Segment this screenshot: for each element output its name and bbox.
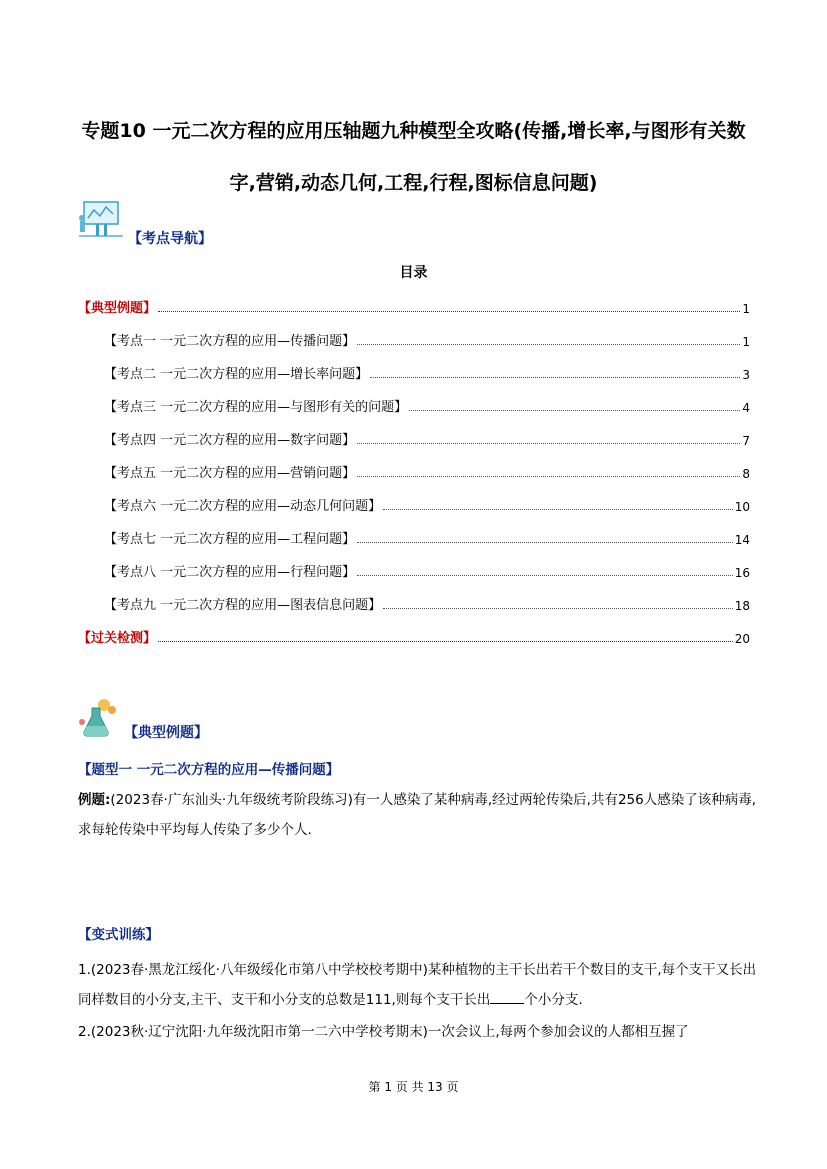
page-footer: 第 1 页 共 13 页 [368, 1080, 459, 1094]
question-1-tail: 个小分支. [524, 992, 583, 1008]
toc-entry[interactable] [104, 362, 750, 382]
answer-blank[interactable] [490, 989, 524, 1004]
toc-entry[interactable] [104, 395, 750, 415]
toc-entry[interactable] [104, 461, 750, 481]
title-line-1: 专题10 一元二次方程的应用压轴题九种模型全攻略(传播,增长率,与图形有关数 [81, 120, 746, 142]
toc-leader-dots [383, 607, 733, 609]
toc-page-number: 1 [742, 302, 750, 316]
question-1 [78, 955, 768, 1015]
toc-leader-dots [357, 343, 740, 345]
toc-page-number: 18 [734, 599, 750, 613]
toc-leader-dots [357, 541, 733, 543]
toc-title: 目录 [399, 265, 428, 281]
toc-leader-dots [409, 409, 740, 411]
toc-entry-label: 【过关检测】 [78, 631, 157, 646]
toc-leader-dots [158, 640, 733, 642]
toc-page-number: 3 [742, 368, 750, 382]
document-title [60, 105, 767, 209]
question-2: 2.(2023秋·辽宁沈阳·九年级沈阳市第一二六中学校考期末)一次会议上,每两个参加会议的人都相互握了 [78, 1024, 689, 1040]
toc-page-number: 1 [742, 335, 750, 349]
toc-page-number: 16 [734, 566, 750, 580]
toc-leader-dots [357, 442, 740, 444]
teacher-board-icon [78, 198, 124, 240]
toc-leader-dots [370, 376, 740, 378]
flask-icon [76, 696, 122, 740]
toc-entry-label: 【典型例题】 [78, 301, 157, 316]
toc-entry-label: 【考点一 一元二次方程的应用—传播问题】 [104, 334, 356, 349]
toc-entry-label: 【考点七 一元二次方程的应用—工程问题】 [104, 532, 356, 547]
toc-entry-label: 【考点五 一元二次方程的应用—营销问题】 [104, 466, 356, 481]
type-heading: 【题型一 一元二次方程的应用—传播问题】 [78, 762, 340, 778]
toc-entry-label: 【考点六 一元二次方程的应用—动态几何问题】 [104, 499, 382, 514]
section-heading: 【典型例题】 [124, 725, 208, 741]
toc-page-number: 7 [742, 434, 750, 448]
toc-entry-label: 【考点三 一元二次方程的应用—与图形有关的问题】 [104, 400, 408, 415]
title-line-2: 字,营销,动态几何,工程,行程,图标信息问题) [229, 172, 598, 194]
example-label: 例题: [78, 792, 111, 808]
toc-entry[interactable] [104, 593, 750, 613]
practice-heading: 【变式训练】 [78, 927, 159, 943]
example-paragraph [78, 785, 768, 845]
toc-entry[interactable] [78, 296, 750, 316]
toc-entry-label: 【考点四 一元二次方程的应用—数字问题】 [104, 433, 356, 448]
toc-entry[interactable] [78, 626, 750, 646]
toc-leader-dots [357, 574, 733, 576]
toc-entry-label: 【考点八 一元二次方程的应用—行程问题】 [104, 565, 356, 580]
toc-page-number: 8 [742, 467, 750, 481]
toc-leader-dots [383, 508, 733, 510]
toc-page-number: 20 [734, 632, 750, 646]
toc-page-number: 4 [742, 401, 750, 415]
toc-page-number: 10 [734, 500, 750, 514]
toc-entry-label: 【考点二 一元二次方程的应用—增长率问题】 [104, 367, 369, 382]
toc-entry[interactable] [104, 527, 750, 547]
nav-heading: 【考点导航】 [128, 231, 212, 247]
example-text: (2023春·广东汕头·九年级统考阶段练习)有一人感染了某种病毒,经过两轮传染后,共有256人感染了该种病毒,求每轮传染中平均每人传染了多少个人. [78, 792, 757, 838]
toc-leader-dots [357, 475, 740, 477]
question-1-text: 1.(2023春·黑龙江绥化·八年级绥化市第八中学校校考期中)某种植物的主干长出若干个数目的支干,每个支干又长出同样数目的小分支,主干、支干和小分支的总数是111,则每个支干长出 [78, 962, 757, 1008]
toc-entry[interactable] [104, 428, 750, 448]
toc-entry-label: 【考点九 一元二次方程的应用—图表信息问题】 [104, 598, 382, 613]
toc-entry[interactable] [104, 494, 750, 514]
toc-entry[interactable] [104, 560, 750, 580]
toc-entry[interactable] [104, 329, 750, 349]
toc-page-number: 14 [734, 533, 750, 547]
toc-leader-dots [158, 310, 740, 312]
